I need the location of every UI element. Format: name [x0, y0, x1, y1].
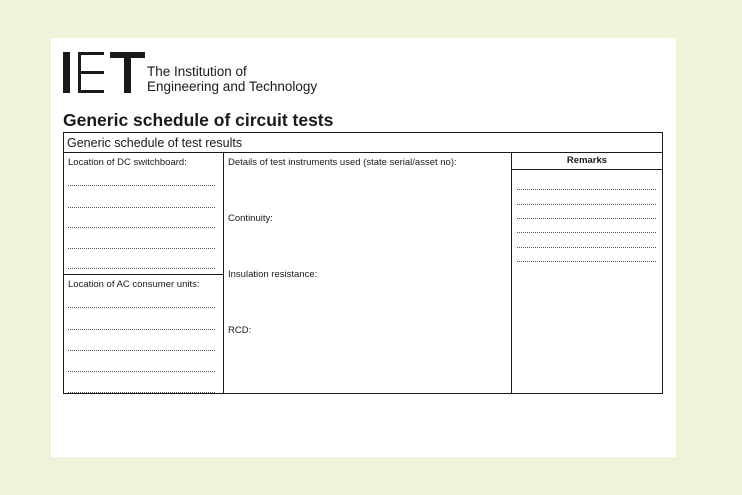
dc-entry-line[interactable] — [68, 248, 215, 249]
ac-consumer-units-section — [64, 274, 223, 393]
remarks-entry-line[interactable] — [517, 204, 656, 205]
organization-name — [147, 64, 317, 94]
document-title: Generic schedule of circuit tests — [63, 110, 334, 130]
ac-entry-line[interactable] — [68, 392, 215, 393]
iet-logo — [63, 52, 145, 93]
instruments-label: Details of test instruments used (state serial/asset no): — [228, 157, 457, 168]
form-heading: Generic schedule of test results — [64, 133, 662, 153]
remarks-entry-line[interactable] — [517, 261, 656, 262]
test-results-form — [63, 132, 663, 394]
continuity-label: Continuity: — [228, 213, 273, 224]
remarks-heading: Remarks — [512, 153, 662, 170]
remarks-entry-line[interactable] — [517, 189, 656, 190]
dc-entry-line[interactable] — [68, 185, 215, 186]
ac-entry-line[interactable] — [68, 371, 215, 372]
ac-entry-line[interactable] — [68, 307, 215, 308]
locations-column — [64, 153, 224, 393]
ac-entry-line[interactable] — [68, 329, 215, 330]
form-sheet — [51, 38, 676, 457]
org-name-line-2: Engineering and Technology — [147, 79, 318, 94]
ac-entry-line[interactable] — [68, 350, 215, 351]
insulation-resistance-label: Insulation resistance: — [228, 269, 318, 280]
remarks-entry-line[interactable] — [517, 247, 656, 248]
org-name-line-1: The Institution of — [147, 64, 247, 79]
dc-entry-line[interactable] — [68, 227, 215, 228]
remarks-entry-line[interactable] — [517, 232, 656, 233]
ac-consumer-units-label: Location of AC consumer units: — [68, 279, 200, 290]
remarks-entry-line[interactable] — [517, 218, 656, 219]
remarks-column — [512, 153, 662, 393]
dc-switchboard-section — [64, 153, 223, 275]
test-instruments-column — [224, 153, 512, 393]
rcd-label: RCD: — [228, 325, 252, 336]
dc-entry-line[interactable] — [68, 268, 215, 269]
dc-entry-line[interactable] — [68, 207, 215, 208]
dc-switchboard-label: Location of DC switchboard: — [68, 157, 187, 168]
